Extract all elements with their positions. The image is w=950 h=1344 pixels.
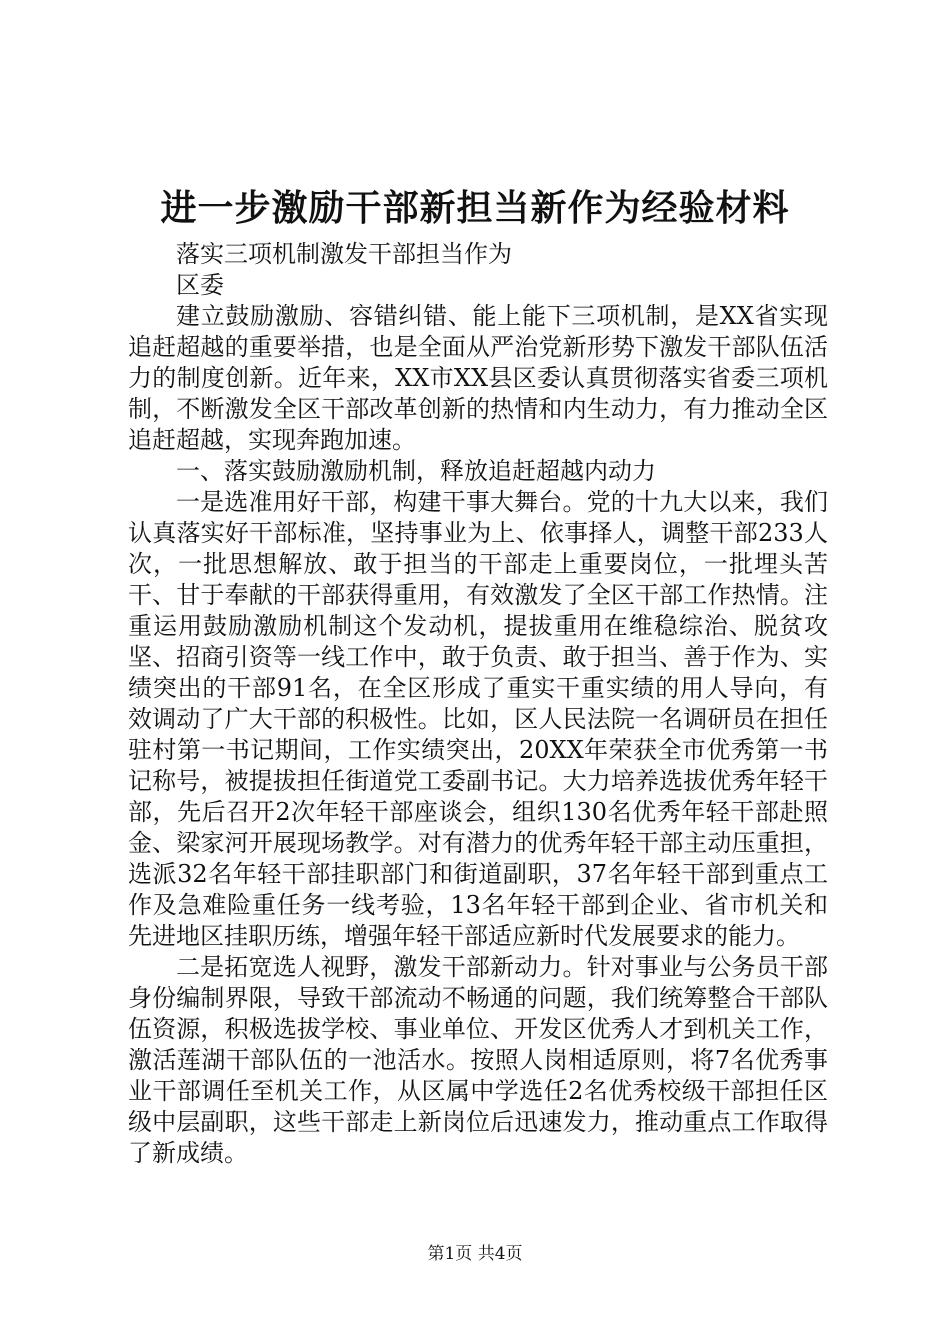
document-title: 进一步激励干部新担当新作为经验材料: [160, 187, 790, 229]
paragraph-point-two: 二是拓宽选人视野，激发干部新动力。针对事业与公务员干部身份编制界限，导致干部流动不畅通的问题，我们统筹整合干部队伍资源，积极选拔学校、事业单位、开发区优秀人才到机关工作，激活莲湖干部队伍的一池活水。按照人岗相适原则，将7名优秀事业干部调任至机关工作，从区属中学选任2名优秀校级干部担任区级中层副职，这些干部走上新岗位后迅速发力，推动重点工作取得了新成绩。: [128, 953, 828, 1167]
author-line: 区委: [176, 271, 224, 299]
document-body: [128, 239, 828, 1169]
paragraph-point-one: 一是选准用好干部，构建干事大舞台。党的十九大以来，我们认真落实好干部标准，坚持事业为上、依事择人，调整干部233人次，一批思想解放、敢于担当的干部走上重要岗位，一批埋头苦干、甘于奉献的干部获得重用，有效激发了全区干部工作热情。注重运用鼓励激励机制这个发动机，提拔重用在维稳综治、脱贫攻坚、招商引资等一线工作中，敢于负责、敢于担当、善于作为、实绩突出的干部91名，在全区形成了重实干重实绩的用人导向，有效调动了广大干部的积极性。比如，区人民法院一名调研员在担任驻村第一书记期间，工作实绩突出，20XX年荣获全市优秀第一书记称号，被提拔担任街道党工委副书记。大力培养选拔优秀年轻干部，先后召开2次年轻干部座谈会，组织130名优秀年轻干部赴照金、梁家河开展现场教学。对有潜力的优秀年轻干部主动压重担，选派32名年轻干部挂职部门和街道副职，37名年轻干部到重点工作及急难险重任务一线考验，13名年轻干部到企业、省市机关和先进地区挂职历练，增强年轻干部适应新时代发展要求的能力。: [128, 488, 828, 950]
section-heading: 一、落实鼓励激励机制，释放追赶超越内动力: [176, 457, 656, 485]
paragraph-intro: 建立鼓励激励、容错纠错、能上能下三项机制，是XX省实现追赶超越的重要举措，也是全面从严治党新形势下激发干部队伍活力的制度创新。近年来，XX市XX县区委认真贯彻落实省委三项机制，不断激发全区干部改革创新的热情和内生动力，有力推动全区追赶超越，实现奔跑加速。: [128, 302, 828, 454]
subtitle-line: 落实三项机制激发干部担当作为: [176, 240, 512, 268]
page-footer: 第1页 共4页: [427, 1244, 523, 1264]
